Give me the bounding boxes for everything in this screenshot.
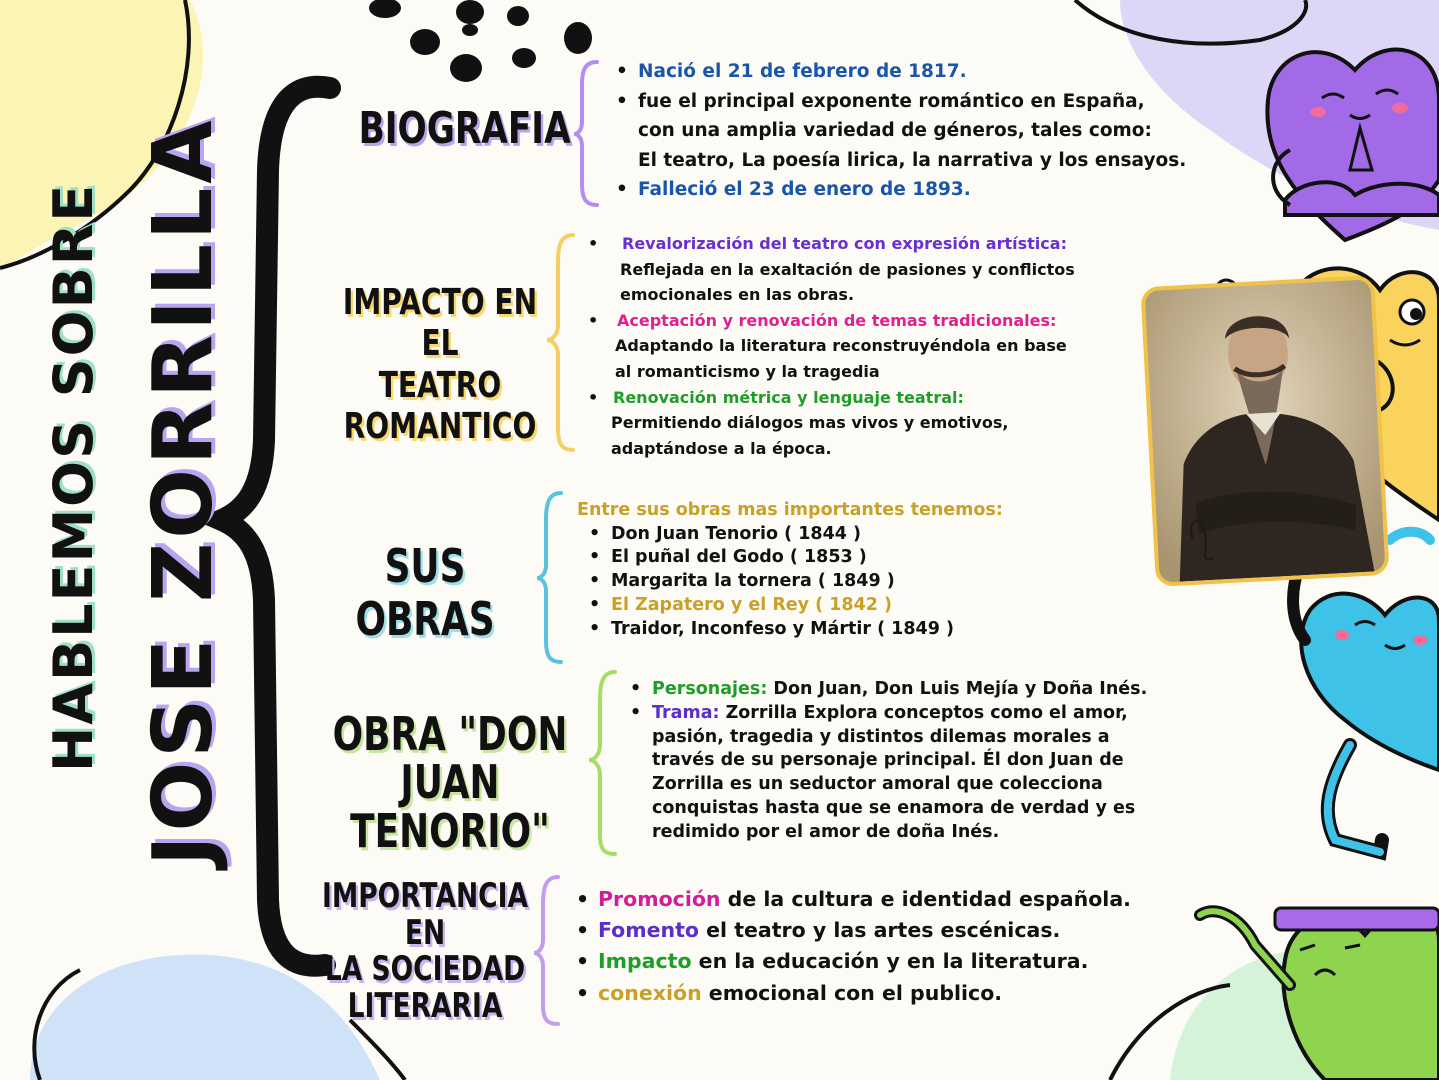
sociedad-list <box>574 884 1174 1009</box>
list-item-text: emocionales en las obras. <box>620 285 855 305</box>
purple-heart-character <box>1267 50 1439 240</box>
heading-don-juan <box>325 707 575 858</box>
list-item-text: Reflejada en la exaltación de pasiones y conflictos <box>620 259 1075 279</box>
title-jose-zorrilla: JOSE ZORRILLA <box>136 116 231 866</box>
sociedad-rest: en la educación y en la literatura. <box>691 949 1089 974</box>
don-juan-list <box>628 678 1188 845</box>
title-hablemos-sobre: HABLEMOS SOBRE <box>42 182 105 772</box>
list-item: • El Zapatero y el Rey ( 1842 ) <box>587 594 1057 618</box>
trama-text: conquistas hasta que se enamora de verdad y es <box>652 797 1136 818</box>
trama-label: Trama: <box>652 702 720 723</box>
trama-text: Zorrilla Explora conceptos como el amor, <box>725 702 1128 723</box>
trama-text: redimido por el amor de doña Inés. <box>652 821 1000 842</box>
list-item: • Revalorización del teatro con expresión artística: <box>586 231 1116 257</box>
heading-sociedad-line3: LITERARIA <box>347 986 503 1027</box>
obras-list <box>577 499 1057 641</box>
heading-don-juan-line1: OBRA "DON <box>332 707 568 761</box>
personajes-text: Don Juan, Don Luis Mejía y Doña Inés. <box>773 679 1148 699</box>
portrait-illustration <box>1145 279 1386 582</box>
list-item: • Traidor, Inconfeso y Mártir ( 1849 ) <box>587 618 1057 642</box>
heading-impacto-line1: IMPACTO EN EL <box>342 282 538 365</box>
list-item: • fue el principal exponente romántico en España, <box>614 87 1204 117</box>
list-item <box>628 678 1188 702</box>
heading-sociedad-line2: LA SOCIEDAD <box>324 949 526 990</box>
list-item: • Margarita la tornera ( 1849 ) <box>587 570 1057 594</box>
obras-intro: Entre sus obras mas importantes tenemos: <box>577 500 1003 520</box>
heading-don-juan-line2: JUAN TENORIO" <box>350 755 550 858</box>
sociedad-rest: emocional con el publico. <box>701 980 1003 1005</box>
list-item <box>574 915 1174 946</box>
heading-biografia: BIOGRAFIA <box>358 103 571 154</box>
heading-sus-obras: SUS OBRAS <box>355 539 495 646</box>
heading-impacto-line2: TEATRO <box>378 364 502 406</box>
list-item: • Renovación métrica y lenguaje teatral: <box>586 385 1116 411</box>
list-item-text: adaptándose a la época. <box>611 438 832 458</box>
list-item <box>574 946 1174 977</box>
list-item-continuation: El teatro, La poesía lirica, la narrativa y los ensayos. <box>638 149 1187 171</box>
list-item: • El puñal del Godo ( 1853 ) <box>587 546 1057 570</box>
blue-heart-character <box>1293 532 1439 852</box>
trama-text: través de su personaje principal. Él don Juan de <box>652 750 1124 771</box>
list-item-text: Adaptando la literatura reconstruyéndola en base <box>615 336 1067 356</box>
sociedad-key: conexión <box>598 980 702 1005</box>
list-item: • Falleció el 23 de enero de 1893. <box>614 175 1204 205</box>
list-item <box>574 884 1174 915</box>
list-item: • Nació el 21 de febrero de 1817. <box>614 57 1204 87</box>
list-item: • Don Juan Tenorio ( 1844 ) <box>587 523 1057 547</box>
list-item <box>574 978 1174 1009</box>
sociedad-rest: el teatro y las artes escénicas. <box>699 918 1061 943</box>
list-item-text: Permitiendo diálogos mas vivos y emotivos, <box>611 413 1009 433</box>
heading-impacto-line3: ROMANTICO <box>343 406 537 448</box>
heading-sociedad <box>320 878 531 1025</box>
heading-sociedad-line1: IMPORTANCIA EN <box>321 876 529 953</box>
impacto-list <box>586 231 1116 461</box>
biografia-list <box>614 57 1204 205</box>
sociedad-key: Fomento <box>598 918 699 943</box>
trama-text: pasión, tragedia y distintos dilemas morales a <box>652 726 1110 747</box>
portrait-photo <box>1140 275 1389 587</box>
sociedad-rest: de la cultura e identidad española. <box>720 887 1131 911</box>
list-item-continuation: con una amplia variedad de géneros, tales como: <box>638 120 1152 141</box>
sociedad-key: Promoción <box>598 887 721 911</box>
list-item-text: al romanticismo y la tragedia <box>615 361 880 381</box>
sociedad-key: Impacto <box>598 949 692 974</box>
list-item: • Aceptación y renovación de temas tradicionales: <box>586 308 1116 334</box>
trama-text: Zorrilla es un seductor amoral que colecciona <box>652 774 1103 795</box>
personajes-label: Personajes: <box>652 679 768 699</box>
heading-impacto <box>331 282 549 448</box>
list-item <box>628 702 1188 726</box>
